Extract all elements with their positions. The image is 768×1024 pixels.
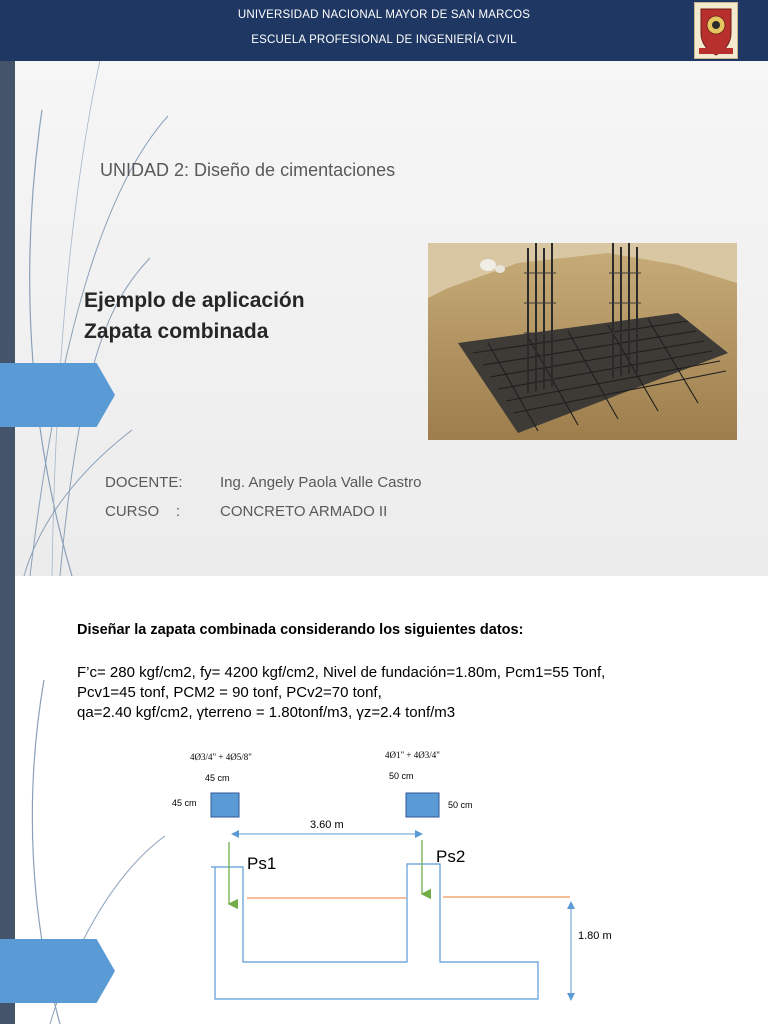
column1-section xyxy=(211,793,239,817)
docente-label: DOCENTE: xyxy=(105,474,183,491)
curso-value: CONCRETO ARMADO II xyxy=(220,503,388,520)
load2-label: Ps2 xyxy=(436,847,466,866)
column2-rebar-text: 4Ø1" + 4Ø3/4" xyxy=(385,750,440,760)
unit-title: UNIDAD 2: Diseño de cimentaciones xyxy=(100,160,396,180)
footing-section-outline xyxy=(211,864,538,999)
blue-ribbon-arrow-2 xyxy=(0,939,115,1003)
column2-height-label: 50 cm xyxy=(448,800,473,810)
problem-heading: Diseñar la zapata combinada considerando los siguientes datos: xyxy=(77,622,524,638)
depth-label: 1.80 m xyxy=(578,930,612,942)
column2-section xyxy=(406,793,439,817)
spacing-label: 3.60 m xyxy=(310,819,344,831)
column1-height-label: 45 cm xyxy=(172,798,197,808)
combined-footing-diagram xyxy=(160,736,620,1016)
docente-value: Ing. Angely Paola Valle Castro xyxy=(220,474,422,491)
column2-width-label: 50 cm xyxy=(389,771,414,781)
university-name: UNIVERSIDAD NACIONAL MAYOR DE SAN MARCOS xyxy=(237,9,531,21)
data-line-3: qa=2.40 kgf/cm2, γterreno = 1.80tonf/m3, γz=2.4 tonf/m3 xyxy=(77,704,456,721)
foundation-rebar-photo xyxy=(428,243,737,440)
slide-title-line-1: Ejemplo de aplicación xyxy=(84,289,305,312)
column1-width-label: 45 cm xyxy=(205,773,230,783)
slide-title-line-2: Zapata combinada xyxy=(84,320,269,343)
data-line-1: F’c= 280 kgf/cm2, fy= 4200 kgf/cm2, Nivel de fundación=1.80m, Pcm1=55 Tonf, xyxy=(77,664,606,681)
university-header xyxy=(0,0,768,61)
column1-rebar-text: 4Ø3/4" + 4Ø5/8" xyxy=(190,752,252,762)
load1-label: Ps1 xyxy=(247,854,277,873)
school-name: ESCUELA PROFESIONAL DE INGENIERÍA CIVIL xyxy=(251,34,517,46)
university-crest-logo xyxy=(694,2,738,59)
blue-ribbon-arrow xyxy=(0,363,115,427)
curso-label: CURSO : xyxy=(105,503,181,520)
data-line-2: Pcv1=45 tonf, PCM2 = 90 tonf, PCv2=70 tonf, xyxy=(77,684,382,701)
